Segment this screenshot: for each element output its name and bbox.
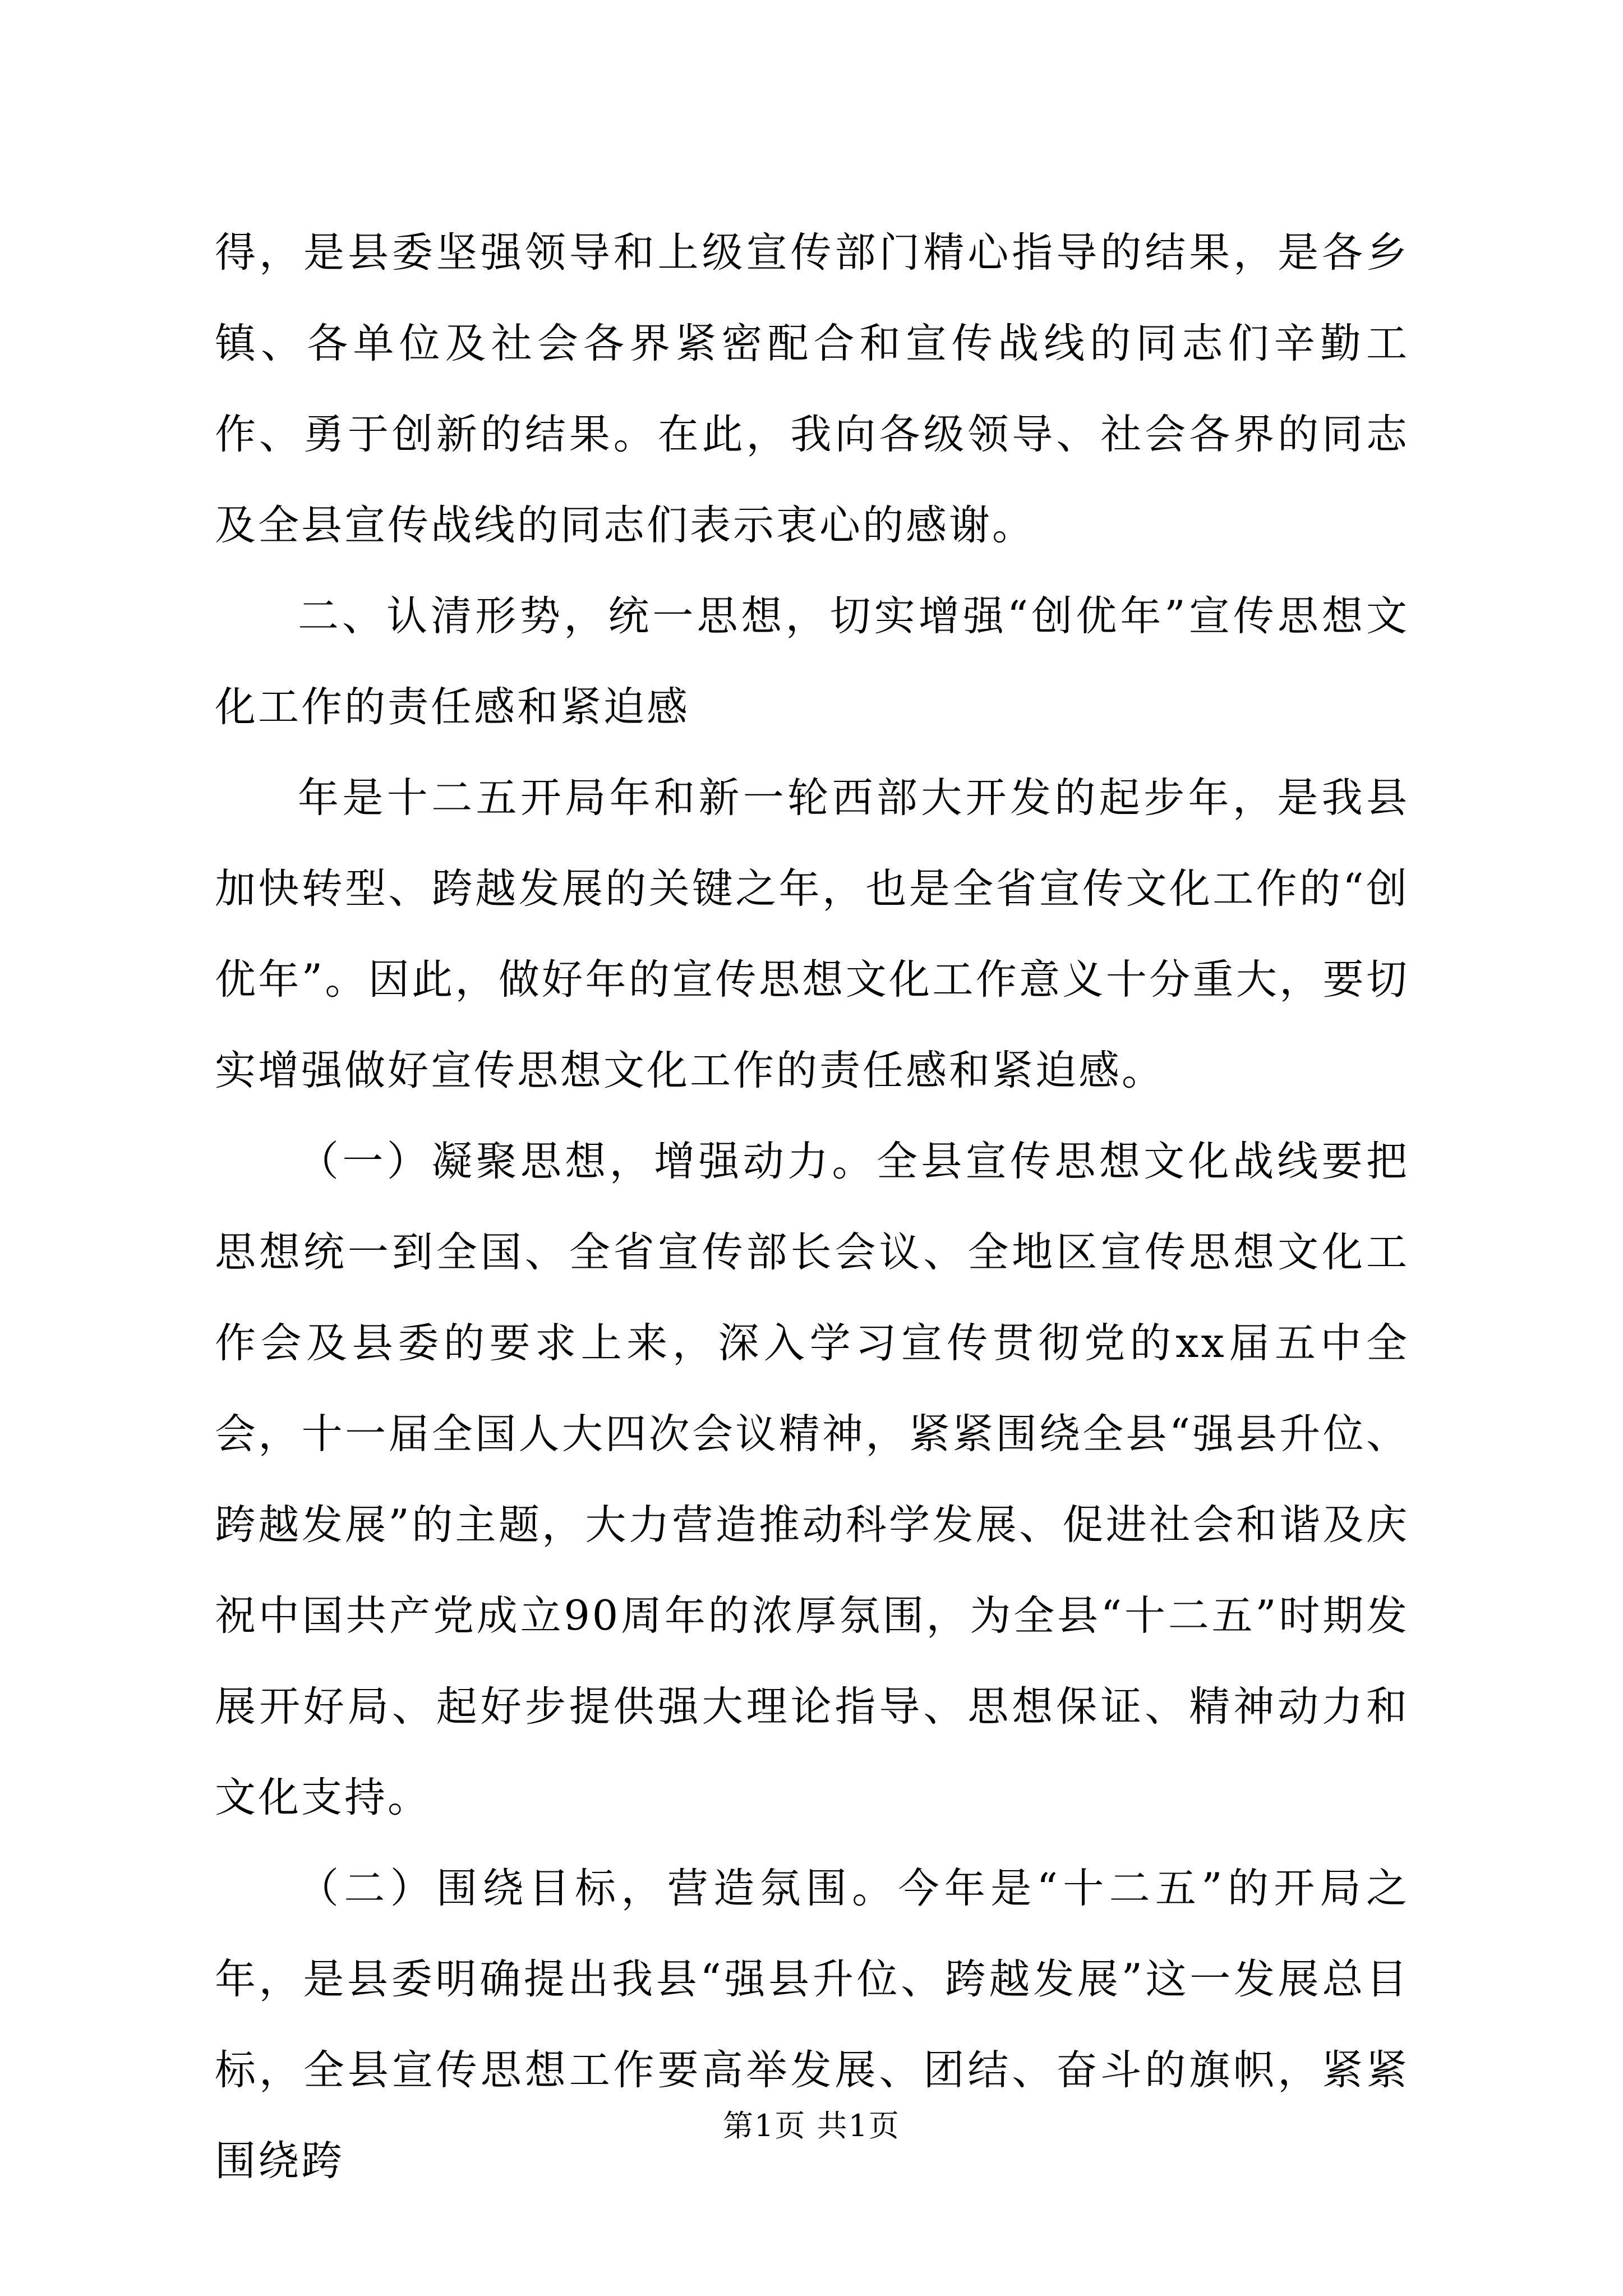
paragraph-continuation: 得，是县委坚强领导和上级宣传部门精心指导的结果，是各乡镇、各单位及社会各界紧密配合和宣传战线的同志们辛勤工作、勇于创新的结果。在此，我向各级领导、社会各界的同志及全县宣传战线的同志们表示衷心的感谢。 — [215, 229, 1409, 549]
document-body — [215, 208, 1409, 2207]
paragraph-context: 年是十二五开局年和新一轮西部大开发的起步年，是我县加快转型、跨越发展的关键之年，也是全省宣传文化工作的“创优年”。因此，做好年的宣传思想文化工作意义十分重大，要切实增强做好宣传思想文化工作的责任感和紧迫感。 — [215, 774, 1409, 1094]
page-footer — [0, 2106, 1623, 2146]
paragraph-item-one: （一）凝聚思想，增强动力。全县宣传思想文化战线要把思想统一到全国、全省宣传部长会议、全地区宣传思想文化工作会及县委的要求上来，深入学习宣传贯彻党的xx届五中全会，十一届全国人大四次会议精神，紧紧围绕全县“强县升位、跨越发展”的主题，大力营造推动科学发展、促进社会和谐及庆祝中国共产党成立90周年的浓厚氛围，为全县“十二五”时期发展开好局、起好步提供强大理论指导、思想保证、精神动力和文化支持。 — [215, 1138, 1409, 1821]
section-heading-two: 二、认清形势，统一思想，切实增强“创优年”宣传思想文化工作的责任感和紧迫感 — [215, 592, 1409, 731]
page-number-label: 第1页 共1页 — [723, 2108, 900, 2143]
paragraph-item-two: （二）围绕目标，营造氛围。今年是“十二五”的开局之年，是县委明确提出我县“强县升位、跨越发展”这一发展总目标，全县宣传思想工作要高举发展、团结、奋斗的旗帜，紧紧围绕跨 — [215, 1865, 1409, 2185]
